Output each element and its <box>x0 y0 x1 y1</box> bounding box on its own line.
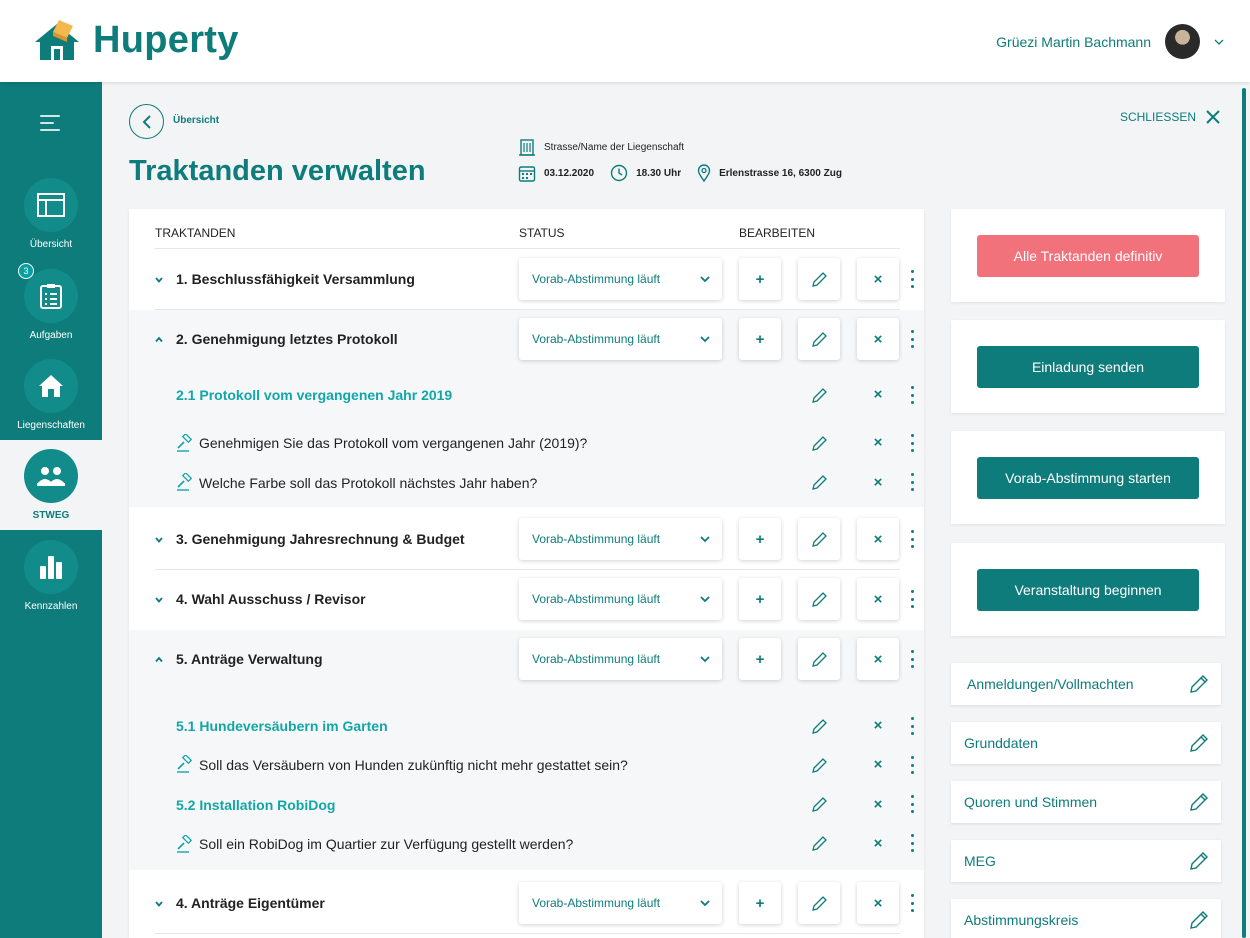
link-label: Grunddaten <box>964 735 1038 751</box>
sidebar-item-label: STWEG <box>32 510 70 521</box>
link-anmeldungen[interactable] <box>951 663 1221 705</box>
sidebar-item-label: Aufgaben <box>29 330 73 341</box>
task-count-badge: 3 <box>18 263 34 279</box>
edit-button[interactable] <box>809 833 829 853</box>
link-label: Quoren und Stimmen <box>964 794 1098 810</box>
pencil-icon <box>812 592 827 607</box>
more-options-icon[interactable] <box>909 795 915 813</box>
location-pin-icon <box>697 164 711 182</box>
agenda-row <box>129 310 924 507</box>
delete-button[interactable]: × <box>873 795 883 813</box>
finalize-card <box>951 209 1225 302</box>
sidebar-item-label: Liegenschaften <box>17 420 85 431</box>
delete-button[interactable]: × <box>857 518 899 560</box>
delete-button[interactable]: × <box>873 473 883 491</box>
agenda-table <box>129 209 924 938</box>
prevote-card <box>951 431 1225 524</box>
page-scrollbar[interactable] <box>1242 88 1246 938</box>
column-header-bearbeiten: BEARBEITEN <box>739 226 816 240</box>
chevron-down-icon[interactable] <box>154 899 164 909</box>
chevron-down-icon <box>700 535 710 543</box>
status-value: Vorab-Abstimmung läuft <box>532 592 661 606</box>
agenda-row <box>129 509 924 569</box>
more-options-icon[interactable] <box>909 650 915 668</box>
status-value: Vorab-Abstimmung läuft <box>532 652 661 666</box>
link-label: Abstimmungskreis <box>964 912 1079 928</box>
more-options-icon[interactable] <box>909 270 915 288</box>
more-options-icon[interactable] <box>909 894 915 912</box>
more-options-icon[interactable] <box>909 330 915 348</box>
clipboard-icon <box>40 283 62 309</box>
edit-button[interactable] <box>798 638 840 680</box>
chevron-up-icon[interactable] <box>154 335 164 345</box>
more-options-icon[interactable] <box>909 717 915 735</box>
agenda-title: 2. Genehmigung letztes Protokoll <box>176 331 398 347</box>
edit-button[interactable] <box>809 385 829 405</box>
pencil-icon <box>812 388 827 403</box>
agenda-title: 1. Beschlussfähigkeit Versammlung <box>176 271 415 287</box>
edit-button[interactable] <box>798 258 840 300</box>
house-logo-icon <box>33 18 81 62</box>
chevron-down-icon <box>700 335 710 343</box>
pencil-icon <box>812 719 827 734</box>
clock-icon <box>610 164 628 182</box>
edit-button[interactable] <box>798 318 840 360</box>
link-label: MEG <box>964 853 996 869</box>
add-button[interactable]: + <box>739 258 781 300</box>
delete-button[interactable]: × <box>857 638 899 680</box>
delete-button[interactable]: × <box>857 258 899 300</box>
more-options-icon[interactable] <box>909 834 915 852</box>
agenda-title: 4. Anträge Eigentümer <box>176 895 325 911</box>
chevron-down-icon <box>700 595 710 603</box>
avatar[interactable] <box>1165 24 1200 59</box>
add-button[interactable]: + <box>739 638 781 680</box>
user-greeting: Grüezi Martin Bachmann <box>996 33 1151 50</box>
house-icon <box>38 374 64 398</box>
event-card <box>951 543 1225 636</box>
gavel-icon <box>176 835 194 853</box>
chevron-down-icon[interactable] <box>154 595 164 605</box>
edit-button[interactable] <box>809 433 829 453</box>
pencil-icon <box>1189 674 1209 694</box>
property-meta <box>518 138 684 156</box>
finalize-all-button[interactable]: Alle Traktanden definitiv <box>977 235 1199 277</box>
status-value: Vorab-Abstimmung läuft <box>532 332 661 346</box>
chevron-down-icon <box>700 275 710 283</box>
gavel-icon <box>176 434 194 452</box>
property-name: Strasse/Name der Liegenschaft <box>544 141 685 153</box>
pencil-icon <box>812 475 827 490</box>
delete-button[interactable]: × <box>873 716 883 734</box>
pencil-icon <box>1189 792 1209 812</box>
edit-button[interactable] <box>798 518 840 560</box>
chevron-down-icon <box>700 655 710 663</box>
status-select[interactable] <box>519 258 722 300</box>
pencil-icon <box>812 332 827 347</box>
invite-card <box>951 320 1225 413</box>
edit-button[interactable] <box>798 578 840 620</box>
table-header <box>155 209 900 249</box>
sub-agenda-title: 2.1 Protokoll vom vergangenen Jahr 2019 <box>176 387 453 403</box>
agenda-row <box>129 630 924 870</box>
pencil-icon <box>1189 910 1209 930</box>
sub-agenda-title: 5.1 Hundeversäubern im Garten <box>176 718 388 734</box>
building-icon <box>518 138 536 156</box>
question-text: Soll das Versäubern von Hunden zukünftig nicht mehr gestattet sein? <box>199 757 628 773</box>
agenda-title: 3. Genehmigung Jahresrechnung & Budget <box>176 531 465 547</box>
start-prevote-button[interactable]: Vorab-Abstimmung starten <box>977 457 1199 499</box>
bar-chart-icon <box>38 554 64 580</box>
status-select[interactable] <box>519 518 722 560</box>
sub-agenda-title: 5.2 Installation RobiDog <box>176 797 336 813</box>
brand-logo[interactable] <box>33 18 239 62</box>
add-button[interactable]: + <box>739 518 781 560</box>
edit-button[interactable] <box>809 472 829 492</box>
top-bar <box>0 0 1250 82</box>
gavel-icon <box>176 473 194 491</box>
close-label: SCHLIESSEN <box>1119 110 1196 124</box>
chevron-down-icon[interactable] <box>154 275 164 285</box>
calendar-icon <box>518 164 536 182</box>
status-select[interactable] <box>519 882 722 924</box>
delete-button[interactable]: × <box>873 385 883 403</box>
pencil-icon <box>1189 733 1209 753</box>
sidebar-item-aufgaben[interactable] <box>0 266 102 359</box>
sidebar <box>0 82 102 938</box>
user-menu[interactable] <box>996 24 1224 59</box>
meeting-address: Erlenstrasse 16, 6300 Zug <box>719 167 842 179</box>
agenda-row <box>129 249 924 309</box>
delete-button[interactable]: × <box>857 882 899 924</box>
link-meg[interactable] <box>951 840 1221 882</box>
agenda-row <box>129 569 924 629</box>
back-link[interactable]: Übersicht <box>173 115 220 126</box>
sidebar-item-kennzahlen[interactable] <box>0 540 102 630</box>
status-select[interactable] <box>519 578 722 620</box>
status-select[interactable] <box>519 318 722 360</box>
pencil-icon <box>812 797 827 812</box>
status-value: Vorab-Abstimmung läuft <box>532 532 661 546</box>
pencil-icon <box>812 436 827 451</box>
page-title: Traktanden verwalten <box>129 155 426 187</box>
back-button[interactable] <box>129 104 164 139</box>
status-value: Vorab-Abstimmung läuft <box>532 896 661 910</box>
chevron-down-icon[interactable] <box>154 535 164 545</box>
delete-button[interactable]: × <box>873 755 883 773</box>
link-label: Anmeldungen/Vollmachten <box>967 676 1134 692</box>
sidebar-item-stweg[interactable] <box>0 440 102 530</box>
menu-icon[interactable] <box>40 115 60 136</box>
sidebar-item-uebersicht[interactable] <box>0 178 102 268</box>
sidebar-item-liegenschaften[interactable] <box>0 359 102 449</box>
start-event-button[interactable]: Veranstaltung beginnen <box>977 569 1199 611</box>
layout-icon <box>37 193 65 217</box>
sidebar-item-label: Übersicht <box>29 239 73 250</box>
agenda-row <box>129 873 924 933</box>
gavel-icon <box>176 755 194 773</box>
question-text: Welche Farbe soll das Protokoll nächstes Jahr haben? <box>199 475 538 491</box>
delete-button[interactable]: × <box>857 318 899 360</box>
pencil-icon <box>812 836 827 851</box>
edit-button[interactable] <box>798 882 840 924</box>
pencil-icon <box>812 896 827 911</box>
question-text: Genehmigen Sie das Protokoll vom vergangenen Jahr (2019)? <box>199 435 588 451</box>
more-options-icon[interactable] <box>909 473 915 491</box>
meeting-time: 18.30 Uhr <box>636 167 682 179</box>
delete-button[interactable]: × <box>873 433 883 451</box>
chevron-left-icon <box>142 115 152 129</box>
chevron-down-icon <box>700 899 710 907</box>
edit-button[interactable] <box>809 716 829 736</box>
more-options-icon[interactable] <box>909 756 915 774</box>
question-text: Soll ein RobiDog im Quartier zur Verfügung gestellt werden? <box>199 836 574 852</box>
more-options-icon[interactable] <box>909 530 915 548</box>
column-header-status: STATUS <box>519 226 565 240</box>
status-value: Vorab-Abstimmung läuft <box>532 272 661 286</box>
more-options-icon[interactable] <box>909 434 915 452</box>
status-select[interactable] <box>519 638 722 680</box>
meeting-date: 03.12.2020 <box>544 167 595 179</box>
pencil-icon <box>812 532 827 547</box>
send-invite-button[interactable]: Einladung senden <box>977 346 1199 388</box>
pencil-icon <box>812 758 827 773</box>
pencil-icon <box>812 272 827 287</box>
meeting-meta <box>518 164 858 182</box>
more-options-icon[interactable] <box>909 590 915 608</box>
brand-name: Huperty <box>93 18 239 61</box>
more-options-icon[interactable] <box>909 386 915 404</box>
add-button[interactable]: + <box>739 318 781 360</box>
edit-button[interactable] <box>809 755 829 775</box>
column-header-traktanden: TRAKTANDEN <box>155 226 236 240</box>
link-grunddaten[interactable] <box>951 722 1221 764</box>
chevron-up-icon[interactable] <box>154 655 164 665</box>
delete-button[interactable]: × <box>873 834 883 852</box>
sidebar-item-label: Kennzahlen <box>24 601 78 612</box>
close-button[interactable] <box>1120 110 1220 124</box>
add-button[interactable]: + <box>739 882 781 924</box>
delete-button[interactable]: × <box>857 578 899 620</box>
chevron-down-icon[interactable] <box>1214 37 1224 47</box>
close-icon <box>1206 110 1220 124</box>
agenda-title: 5. Anträge Verwaltung <box>176 651 323 667</box>
link-abstimmungskreis[interactable] <box>951 899 1221 938</box>
add-button[interactable]: + <box>739 578 781 620</box>
link-quoren[interactable] <box>951 781 1221 823</box>
agenda-title: 4. Wahl Ausschuss / Revisor <box>176 591 366 607</box>
pencil-icon <box>812 652 827 667</box>
pencil-icon <box>1189 851 1209 871</box>
people-icon <box>35 464 67 488</box>
edit-button[interactable] <box>809 794 829 814</box>
